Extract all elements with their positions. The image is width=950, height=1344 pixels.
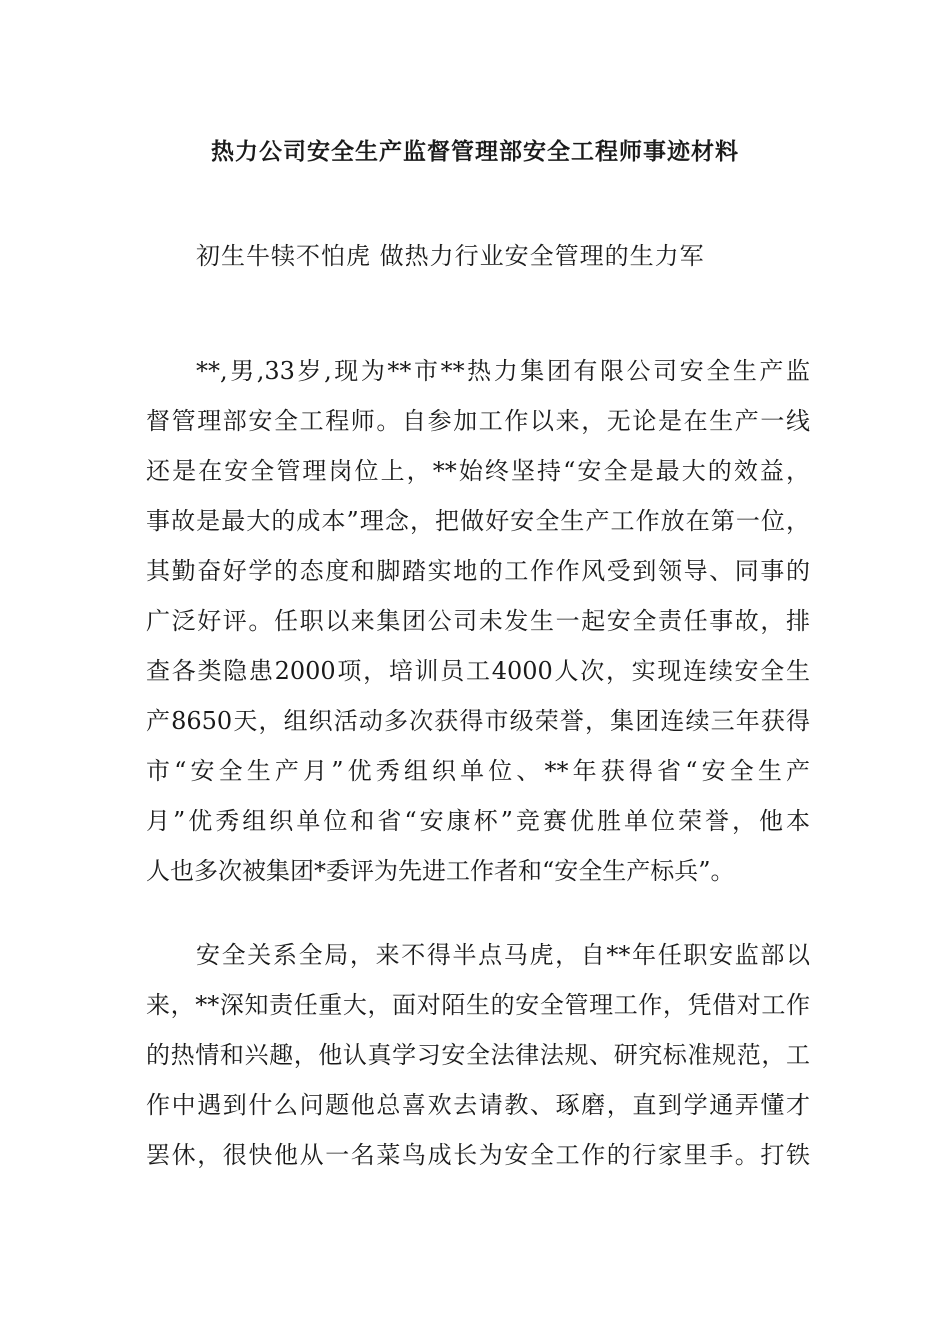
paragraph-line: 安全关系全局，来不得半点马虎，自**年任职安监部以 bbox=[196, 941, 810, 969]
paragraph-line: 还是在安全管理岗位上，**始终坚持“安全是最大的效益， bbox=[146, 457, 810, 485]
paragraph-line: 其勤奋好学的态度和脚踏实地的工作作风受到领导、同事的 bbox=[146, 557, 810, 585]
paragraph-line: 的热情和兴趣，他认真学习安全法律法规、研究标准规范，工 bbox=[146, 1041, 810, 1069]
paragraph-line: 事故是最大的成本”理念，把做好安全生产工作放在第一位， bbox=[146, 507, 810, 535]
paragraph-2 bbox=[146, 930, 810, 1180]
paragraph-1 bbox=[146, 346, 810, 896]
paragraph-line: 来，**深知责任重大，面对陌生的安全管理工作，凭借对工作 bbox=[146, 991, 810, 1019]
document-subtitle: 初生牛犊不怕虎 做热力行业安全管理的生力军 bbox=[196, 242, 705, 270]
paragraph-line: 督管理部安全工程师。自参加工作以来，无论是在生产一线 bbox=[146, 407, 810, 435]
paragraph-line: **,男,33岁,现为**市**热力集团有限公司安全生产监 bbox=[196, 357, 810, 385]
paragraph-line: 罢休，很快他从一名菜鸟成长为安全工作的行家里手。打铁 bbox=[146, 1141, 810, 1169]
paragraph-line: 产8650天，组织活动多次获得市级荣誉，集团连续三年获得 bbox=[146, 707, 810, 735]
paragraph-line: 月”优秀组织单位和省“安康杯”竞赛优胜单位荣誉，他本 bbox=[146, 807, 810, 835]
paragraph-line: 查各类隐患2000项，培训员工4000人次，实现连续安全生 bbox=[146, 657, 810, 685]
paragraph-line: 市“安全生产月”优秀组织单位、**年获得省“安全生产 bbox=[146, 757, 810, 785]
paragraph-line: 人也多次被集团*委评为先进工作者和“安全生产标兵”。 bbox=[146, 857, 735, 885]
document-title: 热力公司安全生产监督管理部安全工程师事迹材料 bbox=[211, 138, 739, 165]
paragraph-line: 广泛好评。任职以来集团公司未发生一起安全责任事故，排 bbox=[146, 607, 810, 635]
paragraph-line: 作中遇到什么问题他总喜欢去请教、琢磨，直到学通弄懂才 bbox=[146, 1091, 810, 1119]
